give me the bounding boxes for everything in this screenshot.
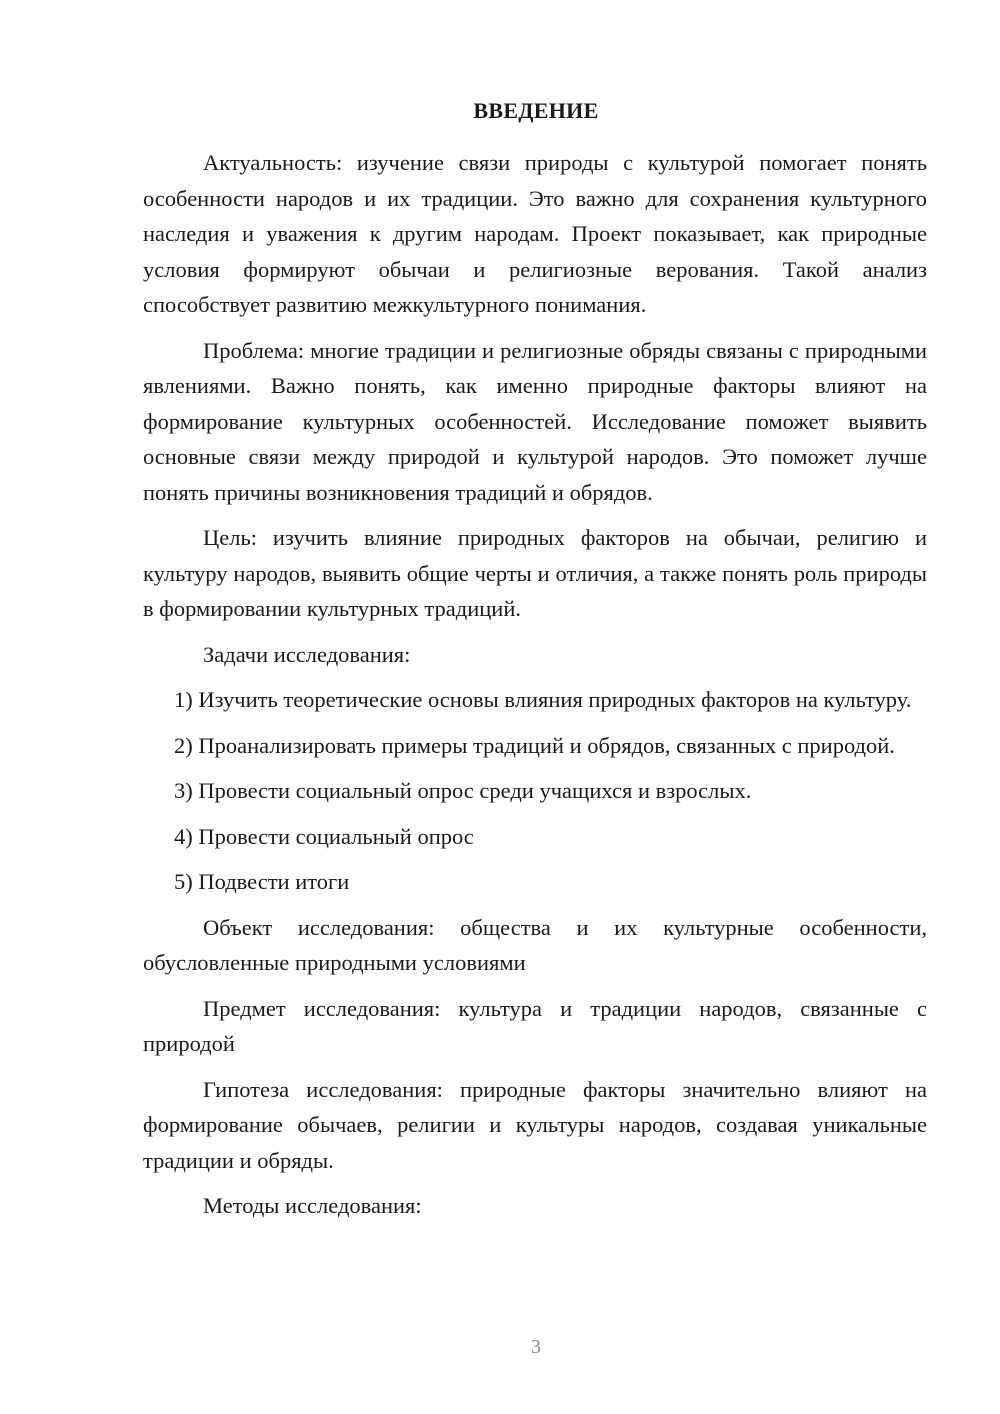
paragraph-tasks-heading: Задачи исследования: bbox=[203, 641, 411, 667]
task-item-4: 4) Провести социальный опрос bbox=[174, 823, 474, 849]
paragraph-subject: Предмет исследования: культура и традиции народов, связанные с природой bbox=[143, 995, 927, 1056]
paragraph-methods: Методы исследования: bbox=[203, 1193, 422, 1218]
section-title: ВВЕДЕНИЕ bbox=[473, 98, 599, 123]
paragraph-relevance: Актуальность: изучение связи природы с культурой помогает понять особенности народов и их традиции. Это важно для сохранения культурного наследия и уважения к другим народам. Проект показывает, как природные условия формируют обычаи и религиозные верования. Такой анализ способствует развитию межкультурного понимания. bbox=[143, 150, 927, 317]
paragraph-goal: Цель: изучить влияние природных факторов на обычаи, религию и культуру народов, выявить общие черты и отличия, а также понять роль природы в формировании культурных традиций. bbox=[143, 525, 927, 621]
task-item-5: 5) Подвести итоги bbox=[174, 869, 350, 894]
body-text bbox=[143, 145, 927, 1234]
paragraph-object: Объект исследования: общества и их культурные особенности, обусловленные природными условиями bbox=[143, 914, 927, 975]
task-item-2: 2) Проанализировать примеры традиций и обрядов, связанных с природой. bbox=[174, 732, 895, 758]
task-item-1: 1) Изучить теоретические основы влияния природных факторов на культуру. bbox=[174, 687, 912, 712]
paragraph-hypothesis: Гипотеза исследования: природные факторы значительно влияют на формирование обычаев, религии и культуры народов, создавая уникальные традиции и обряды. bbox=[143, 1076, 927, 1173]
task-item-3: 3) Провести социальный опрос среди учащихся и взрослых. bbox=[174, 778, 752, 803]
paragraph-problem: Проблема: многие традиции и религиозные обряды связаны с природными явлениями. Важно понять, как именно природные факторы влияют на формирование культурных особенностей. Исследование поможет выявить основные связи между природой и культурой народов. Это поможет лучше понять причины возникновения традиций и обрядов. bbox=[143, 337, 927, 505]
page-number: 3 bbox=[531, 1336, 541, 1358]
